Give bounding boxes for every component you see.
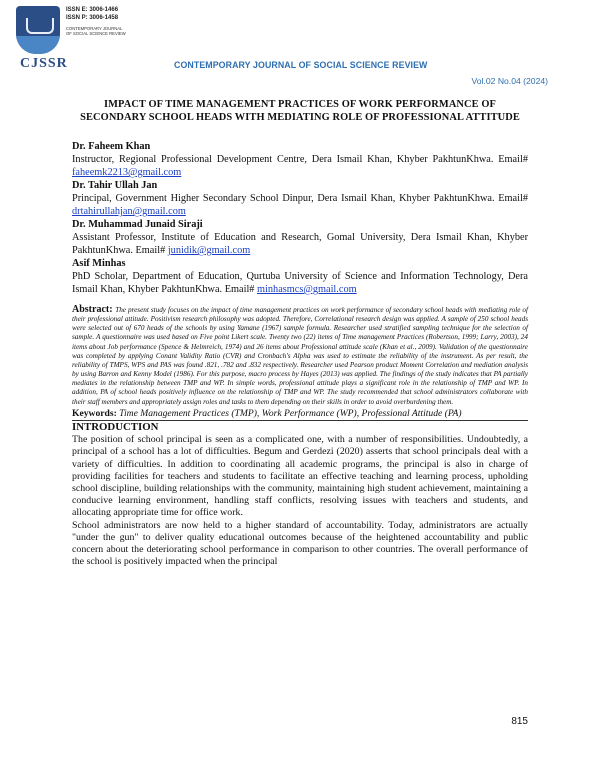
logo-abbreviation: CJSSR bbox=[20, 56, 68, 71]
author-affiliation: Assistant Professor, Institute of Education and Research, Gomal University, Dera Ismail Khan, Khyber PakhtunKhwa. Email# junidik@gmail.com bbox=[72, 232, 528, 256]
abstract-label: Abstract: bbox=[72, 304, 116, 315]
author-name: Dr. Muhammad Junaid Siraji bbox=[72, 219, 203, 230]
issn-e: ISSN E: 3006-1466 bbox=[66, 7, 119, 13]
email-link[interactable]: junidik@gmail.com bbox=[167, 245, 251, 256]
journal-logo bbox=[12, 4, 128, 74]
author-name: Asif Minhas bbox=[72, 258, 126, 269]
author-block bbox=[72, 218, 528, 257]
author-affiliation: Instructor, Regional Professional Development Centre, Dera Ismail Khan, Khyber PakhtunKhwa. Email# faheemk2213@gmail.com bbox=[72, 154, 528, 178]
shield-icon bbox=[16, 6, 60, 54]
author-block bbox=[72, 179, 528, 218]
author-name: Dr. Faheem Khan bbox=[72, 141, 151, 152]
article-body bbox=[72, 140, 528, 568]
issn-p: ISSN P: 3006-1458 bbox=[66, 15, 119, 21]
keywords bbox=[72, 408, 528, 420]
abstract-text: The present study focuses on the impact of time management practices on work performance of secondary school heads with mediating role of their professional attitude. Positivism research philosophy was adopted. Therefore, Correlational research design was applied. A sample of 250 school heads were selected out of 670 heads of the schools by using Yamane (1967) sample formula. Researcher used stratified sampling technique for the selection of sample. A questionnaire was used based on Five point Likert scale. Twenty two (22) items of Time management Practices (Robertson, 1999; Larry, 2003), 24 items about Job performance (Spence & Helmreich, 1974) and 26 items about Professional attitude scale (Khan et al., 2009). Validation of the questionnaire was completed by applying Conant Validity Ratio (CVR) and Cronbach's Alpha was used to estimate the reliability of the instrument. As per result, the reliability of TMPS, WPS and PAS was found .821, .782 and .832 respectively. Researcher used Pearson product Moment Correlation and mediation analysis by using Barron and Kenny Model (1986). For this purpose, macro process by Hayes (2013) was applied. The findings of the study indicates that PA partially mediates in the relationship between TMP and WP. In simple words, professional attitude plays a significant role in the relationship of TMP and WP. In addition, PA of school heads positively influence on the relationship of TMP and WP. The study recommended that school administrators collaborate with their staff members and appropriately assign roles and tasks to them depending on their skills in order to avoid overburdening them. bbox=[72, 306, 528, 406]
email-link[interactable]: minhasmcs@gmail.com bbox=[257, 284, 357, 295]
author-affiliation: Principal, Government Higher Secondary School Dinpur, Dera Ismail Khan, Khyber PakhtunKhwa. Email# drtahirullahjan@gmail.com bbox=[72, 193, 528, 217]
author-block bbox=[72, 140, 528, 179]
logo-journal-name: CONTEMPORARY JOURNAL OF SOCIAL SCIENCE REVIEW bbox=[66, 26, 126, 36]
email-link[interactable]: faheemk2213@gmail.com bbox=[72, 167, 182, 178]
paragraph: The position of school principal is seen as a complicated one, with a number of responsibilities. Undoubtedly, a principal of a school has a lot of difficulties. Begum and Gerdezi (2020) asserts that school principals deal with a variety of difficulties. In addition to coordinating all academic programs, the principal is also in charge of providing facilities for teachers and students to facilitate an effective teaching and learning process, upholding school discipline, building relationships with the community, maintaining high student achievement, maintaining a conducive learning environment, handling staff conflicts, resolving issues with teachers and students, and allocating appropriate time for office work. bbox=[72, 434, 528, 519]
author-name: Dr. Tahir Ullah Jan bbox=[72, 180, 158, 191]
keywords-label: Keywords: bbox=[72, 407, 120, 419]
abstract bbox=[72, 305, 528, 407]
paper-title: IMPACT OF TIME MANAGEMENT PRACTICES OF WORK PERFORMANCE OF SECONDARY SCHOOL HEADS WITH MEDIATING ROLE OF PROFESSIONAL ATTITUDE bbox=[80, 99, 520, 123]
section-heading: INTRODUCTION bbox=[72, 421, 159, 434]
paragraph: School administrators are now held to a higher standard of accountability. Today, administrators are actually "under the gun" to deliver quality educational outcomes because of the heightened accountability and public concern about the deteriorating school performance in comparison to other countries. The overall performance of the school is positively impacted when the principal bbox=[72, 519, 528, 568]
author-affiliation: PhD Scholar, Department of Education, Qurtuba University of Science and Information Technology, Dera Ismail Khan, Khyber PakhtunKhwa. Email# minhasmcs@gmail.com bbox=[72, 271, 528, 295]
journal-title: CONTEMPORARY JOURNAL OF SOCIAL SCIENCE REVIEW bbox=[174, 60, 428, 70]
issn-block bbox=[66, 6, 118, 22]
volume-issue: Vol.02 No.04 (2024) bbox=[471, 76, 548, 86]
email-link[interactable]: drtahirullahjan@gmail.com bbox=[72, 206, 186, 217]
author-block bbox=[72, 257, 528, 296]
page-number: 815 bbox=[511, 716, 528, 727]
keywords-text: Time Management Practices (TMP), Work Performance (WP), Professional Attitude (PA) bbox=[119, 407, 462, 419]
